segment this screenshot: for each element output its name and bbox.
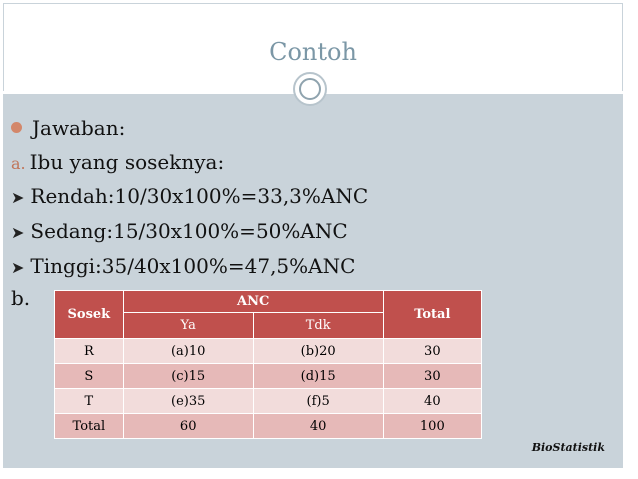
slide-title: Contoh: [269, 38, 357, 66]
b-marker: b.: [11, 286, 31, 310]
item-text: Rendah:10/30x100%=33,3%ANC: [30, 184, 369, 208]
table-cell: S: [55, 364, 124, 389]
table-row: [55, 414, 482, 439]
brand-logo: BioStatistik: [531, 441, 605, 454]
table-row: [55, 364, 482, 389]
circle-ornament-icon: [293, 72, 327, 106]
item-text: Tinggi:35/40x100%=47,5%ANC: [30, 254, 356, 278]
arrow-bullet-icon: ➤: [11, 223, 25, 242]
table-row: [55, 339, 482, 364]
table-cell: 30: [383, 339, 481, 364]
item-line: [11, 254, 355, 278]
data-table: [54, 290, 482, 439]
header-sosek: Sosek: [55, 291, 124, 339]
table-cell: (f)5: [253, 389, 383, 414]
a-marker: a.: [11, 154, 26, 173]
table-header-row: [55, 291, 482, 313]
table-cell: T: [55, 389, 124, 414]
table-cell: 100: [383, 414, 481, 439]
table-cell: (c)15: [123, 364, 253, 389]
header-ya: Ya: [123, 313, 253, 339]
heading-line: [11, 116, 125, 140]
item-text: Sedang:15/30x100%=50%ANC: [30, 219, 348, 243]
table-cell: (e)35: [123, 389, 253, 414]
header-total: Total: [383, 291, 481, 339]
table-cell: (a)10: [123, 339, 253, 364]
table-row: [55, 389, 482, 414]
item-line: [11, 184, 368, 208]
header-anc: ANC: [123, 291, 383, 313]
table-cell: (b)20: [253, 339, 383, 364]
table-cell: 40: [253, 414, 383, 439]
table-cell: 30: [383, 364, 481, 389]
item-line: [11, 219, 348, 243]
arrow-bullet-icon: ➤: [11, 188, 25, 207]
table-cell: 60: [123, 414, 253, 439]
heading-text: Jawaban:: [32, 116, 126, 140]
table-cell: (d)15: [253, 364, 383, 389]
header-tdk: Tdk: [253, 313, 383, 339]
table-cell: 40: [383, 389, 481, 414]
table-cell: Total: [55, 414, 124, 439]
arrow-bullet-icon: ➤: [11, 258, 25, 277]
table-cell: R: [55, 339, 124, 364]
circle-ornament-inner: [299, 78, 321, 100]
bullet-dot-icon: [11, 122, 22, 133]
a-line: [11, 150, 224, 174]
a-text: Ibu yang soseknya:: [29, 150, 225, 174]
